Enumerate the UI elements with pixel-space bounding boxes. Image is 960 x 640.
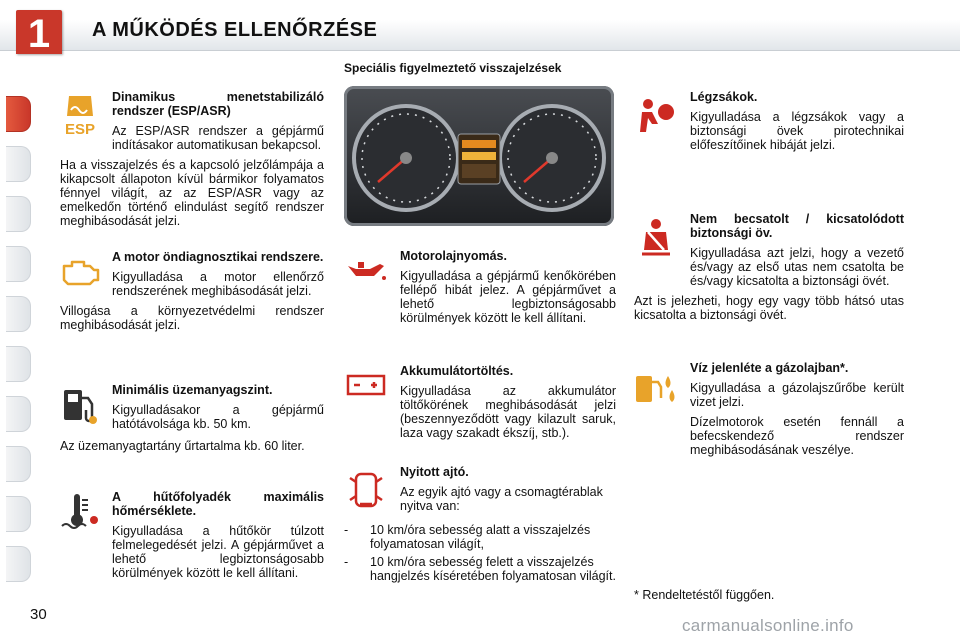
fuel-paragraph-1: Kigyulladásakor a gépjármű hatótávolsága kb. 50 km. [112,403,324,431]
page-header [0,0,960,56]
airbag-paragraph-1: Kigyulladása a légzsákok vagy a biztonsági övek pirotechnikai előfeszítőinek hibáját jelzi. [690,110,904,152]
side-tab[interactable] [6,196,31,232]
door-list-item-text: 10 km/óra sebesség felett a visszajelzés hangjelzés kíséretében folyamatosan világít. [370,555,616,583]
side-tab[interactable] [6,546,31,582]
water-paragraph-1: Kigyulladása a gázolajszűrőbe került vizet jelzi. [690,381,904,409]
door-list-item: - 10 km/óra sebesség alatt a visszajelzés folyamatosan világít, [344,523,591,551]
airbag-heading: Légzsákok. [690,90,758,104]
side-tab[interactable] [6,146,31,182]
chapter-side-tabs [0,66,34,586]
esp-paragraph-2: Ha a visszajelzés és a kapcsoló jelzőlámpája a kikapcsolt állapoton kívül bármikor folyamatos fénnyel világít, az az ESP/ASR vagy az emelkedőn történő elindulást segítő rendszer meghibásodását jelzi. [60,158,324,228]
chapter-tab[interactable] [16,10,62,54]
oil-heading: Motorolajnyomás. [400,249,507,263]
battery-section [344,364,616,440]
watermark[interactable]: carmanualsonline.info [682,616,854,635]
section-title: Speciális figyelmeztető visszajelzések [344,61,562,75]
seat-belt-paragraph-1: Kigyulladása azt jelzi, hogy a vezető és/vagy az első utas nem csatolta be és/vagy kicsatolta a biztonsági övét. [690,246,904,288]
battery-heading: Akkumulátortöltés. [400,364,514,378]
side-tab[interactable] [6,396,31,432]
instrument-cluster-image [344,86,614,226]
airbag-section [634,90,904,152]
seat-belt-paragraph-2: Azt is jelezheti, hogy egy vagy több hátsó utas kicsatolta a biztonsági övét. [634,294,904,322]
oil-section [344,249,616,325]
door-section [344,465,616,583]
esp-section [60,90,324,228]
engine-paragraph-1: Kigyulladása a motor ellenőrző rendszerének meghibásodását jelzi. [112,270,324,298]
water-paragraph-2: Dízelmotorok esetén fennáll a befecskendező rendszer meghibásodásának veszélye. [690,415,904,457]
engine-heading: A motor öndiagnosztikai rendszere. [112,250,324,264]
battery-paragraph-1: Kigyulladása az akkumulátor töltőkörének meghibásodását jelzi (beszennyeződött vagy kilazult saruk, laza vagy szakadt ékszíj, stb.). [400,384,616,440]
engine-paragraph-2: Villogása a környezetvédelmi rendszer meghibásodását jelzi. [60,304,324,332]
engine-section [60,250,324,332]
esp-icon-label: ESP [64,121,96,138]
fuel-paragraph-2: Az üzemanyagtartány űrtartalma kb. 60 liter. [60,439,305,453]
oil-paragraph-1: Kigyulladása a gépjármű kenőkörében fellépő hibát jelez. A gépjárművet a lehető legbiztonságosabb körülmények között le kell állítani. [400,269,616,325]
seat-belt-section [634,212,904,322]
esp-paragraph-1: Az ESP/ASR rendszer a gépjármű indításakor automatikusan bekapcsol. [112,124,324,152]
door-list-item: - 10 km/óra sebesség felett a visszajelzés hangjelzés kíséretében folyamatosan világít. [344,555,616,583]
side-tab[interactable] [6,496,31,532]
door-list-item-text: 10 km/óra sebesség alatt a visszajelzés folyamatosan világít, [370,523,591,551]
fuel-heading: Minimális üzemanyagszint. [112,383,273,397]
coolant-section [60,490,324,580]
side-tab[interactable] [6,346,31,382]
side-tab-active[interactable] [6,96,31,132]
coolant-paragraph-1: Kigyulladása a hűtőkör túlzott felmelegedését jelzi. A gépjárművet a lehető legbiztonságosabb körülmények között le kell állítani. [112,524,324,580]
door-paragraph-1: Az egyik ajtó vagy a csomagtérablak nyitva van: [400,485,603,513]
page-number: 30 [30,606,47,623]
esp-heading: Dinamikus menetstabilizáló rendszer (ESP/ASR) [112,90,324,118]
side-tab[interactable] [6,246,31,282]
door-heading: Nyitott ajtó. [400,465,469,479]
side-tab[interactable] [6,296,31,332]
chapter-number: 1 [27,12,51,56]
page-title: A MŰKÖDÉS ELLENŐRZÉSE [92,19,378,41]
seat-belt-heading: Nem becsatolt / kicsatolódott biztonsági öv. [690,212,904,240]
water-heading: Víz jelenléte a gázolajban*. [690,361,849,375]
water-section [634,361,904,457]
side-tab[interactable] [6,446,31,482]
footnote: * Rendeltetéstől függően. [634,588,775,602]
fuel-section [60,383,324,453]
coolant-heading: A hűtőfolyadék maximális hőmérséklete. [112,490,324,518]
